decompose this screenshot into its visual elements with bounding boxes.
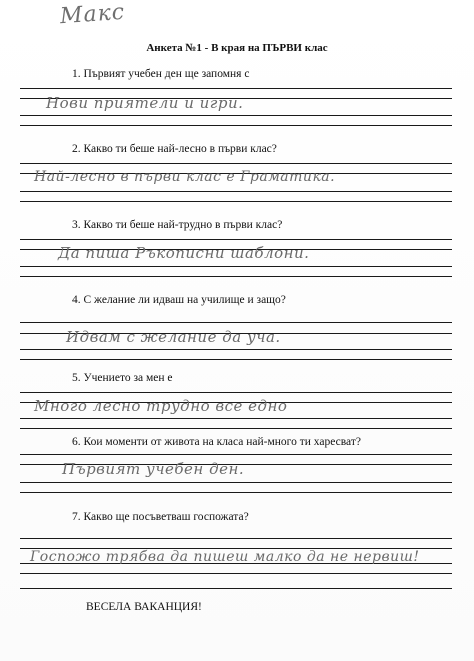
answer-line [20,115,452,116]
question-1: 1. Първият учебен ден ще запомня с [72,68,250,80]
answer-line [20,349,452,350]
question-5: 5. Учението за мен е [72,372,173,384]
question-7: 7. Какво ще посъветваш госпожата? [72,511,249,523]
answer-line [20,266,452,267]
answer-line [20,163,452,164]
answer-2-handwriting: Най-лесно в първи клас е Граматика. [34,169,336,185]
answer-line [20,276,452,277]
answer-line [20,201,452,202]
answer-line [20,492,452,493]
answer-line [20,125,452,126]
student-name-handwriting: Макс [59,0,126,30]
answer-7-handwriting: Госпожо трябва да пишеш малко да не нервиш! [30,549,420,565]
answer-line [20,239,452,240]
footer-text: ВЕСЕЛА ВАКАНЦИЯ! [86,601,202,613]
answer-line [20,322,452,323]
answer-line [20,538,452,539]
answer-line [20,88,452,89]
answer-line [20,359,452,360]
question-2: 2. Какво ти беше най-лесно в първи клас? [72,143,277,155]
answer-line [20,418,452,419]
question-3: 3. Какво ти беше най-трудно в първи клас? [72,219,283,231]
answer-4-handwriting: Идвам с желание да уча. [66,328,281,346]
answer-3-handwriting: Да пиша Ръкописни шаблони. [58,244,310,262]
answer-line [20,392,452,393]
survey-title: Анкета №1 - В края на ПЪРВИ клас [146,42,328,54]
answer-line [20,573,452,574]
answer-line [20,428,452,429]
answer-6-handwriting: Първият учебен ден. [62,460,245,478]
answer-5-handwriting: Много лесно трудно все едно [34,397,288,415]
answer-line [20,191,452,192]
answer-line [20,482,452,483]
answer-line [20,588,452,589]
answer-line [20,454,452,455]
question-6: 6. Кои моменти от живота на класа най-много ти харесват? [72,436,361,448]
question-4: 4. С желание ли идваш на училище и защо? [72,294,286,306]
answer-1-handwriting: Нови приятели и игри. [46,94,244,112]
